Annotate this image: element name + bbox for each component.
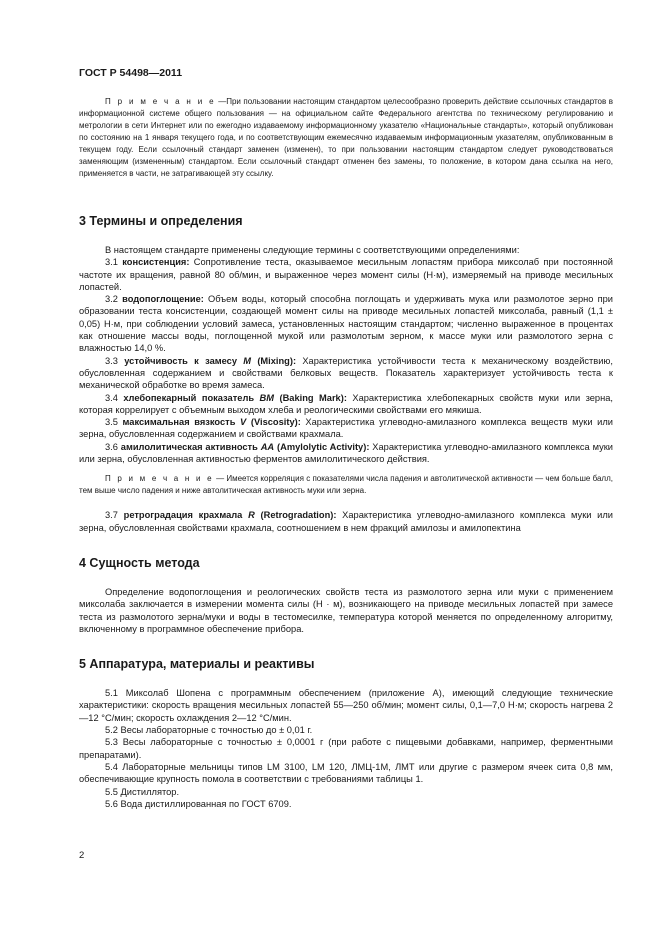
term-symbol: R [248, 510, 255, 521]
term-name: хлебопекарный показатель [123, 392, 260, 403]
item-5-2: 5.2 Весы лабораторные с точностью до ± 0,01 г. [105, 725, 313, 736]
term-number: 3.7 [105, 510, 124, 521]
term-number: 3.3 [105, 355, 125, 366]
term-name-en: (Amylolytic Activity): [274, 441, 370, 452]
term-name: амилолитическая активность [120, 441, 261, 452]
term-3-6 [79, 441, 613, 466]
term-3-2 [79, 293, 613, 354]
term-number: 3.1 [105, 257, 123, 268]
term-definition: Объем воды, который способна поглощать и удерживать мука или размолотое зерно при образовании теста консистенции, создающей момент силы на приводе месильных лопастей миксолаба, равный (1,1 ± 0,05) Н·м, при соблюдении условий замеса, установленных настоящим стандартом; численно выраженное в процентах как отношение массы воды, поглощенной мукой или размолотым зерном, к массе муки или размолотого зерна с влажностью 14,0 %. [79, 294, 614, 354]
term-definition: Характеристика углеводно-амилазного комплекса веществ муки или зерна, обусловленная содержанием и свойствами крахмала. [79, 417, 613, 440]
section-3-intro: В настоящем стандарте применены следующие термины с соответствующими определениями: [105, 245, 520, 255]
section-4-heading: 4 Сущность метода [79, 555, 200, 570]
term-name-en: (Baking Mark): [274, 392, 347, 403]
term-symbol: ВМ [259, 392, 275, 403]
item-5-5: 5.5 Дистиллятор. [105, 786, 180, 797]
term-3-5 [79, 416, 613, 441]
section-3-heading: 3 Термины и определения [79, 214, 243, 228]
term-name-en: (Retrogradation): [254, 510, 337, 521]
item-5-3: 5.3 Весы лабораторные с точностью ± 0,0001 г (при работе с пищевыми добавками, например, ферментными препаратами). [79, 737, 613, 760]
term-3-7 [79, 509, 613, 534]
page-number: 2 [79, 850, 85, 861]
document-body [79, 96, 613, 810]
document-header: ГОСТ Р 54498—2011 [79, 67, 183, 79]
note-top [79, 96, 613, 180]
term-name-en: (Mixing): [251, 355, 297, 366]
term-name: ретроградация крахмала [123, 510, 249, 521]
term-definition: Характеристика углеводно-амилазного комплекса муки или зерна, обусловленная свойствами крахмала, соотношением в нем фракций амилозы и амилопектина [79, 510, 613, 533]
term-3-3 [79, 355, 613, 392]
term-name: консистенция: [122, 257, 190, 268]
note-text: — Имеется корреляция с показателями числа падения и автолитической активности — чем больше балл, тем выше число падения и ниже автолитическая активность муки или зерна. [79, 474, 613, 496]
term-name-en: (Viscosity): [246, 417, 301, 428]
item-5-4: 5.4 Лабораторные мельницы типов LM 3100, LM 120, ЛМЦ-1М, ЛМТ или другие с размером ячеек сита 0,8 мм, обеспечивающие крупность помола в соответствии с требованиями таблицы 1. [79, 761, 613, 785]
term-symbol: АА [260, 441, 275, 452]
term-name: устойчивость к замесу [124, 355, 244, 366]
note-label: П р и м е ч а н и е [105, 97, 216, 106]
item-5-6: 5.6 Вода дистиллированная по ГОСТ 6709. [105, 798, 292, 809]
term-symbol: М [243, 355, 252, 366]
term-number: 3.6 [105, 441, 121, 452]
item-5-1: 5.1 Миксолаб Шопена с программным обеспечением (приложение А), имеющий следующие технические характеристики: скорость вращения месильных лопастей 55—250 об/мин; момент силы, 0,1—7,0 Н·м; скорость нагрева 2—12 °С/мин; скорость охлаждения 2—12 °С/мин. [79, 688, 613, 723]
term-name: максимальная вязкость [122, 417, 241, 428]
term-definition: Характеристика хлебопекарных свойств муки или зерна, которая коррелирует с объемным выходом хлеба и реологическими свойствами его мякиша. [79, 392, 613, 415]
term-definition: Сопротивление теста, оказываемое месильным лопастям прибора миксолаб при постоянной частоте их вращения, равной 80 об/мин, и выраженное через момент силы (Н·м), измеряемый на приводе месильных лопастей. [79, 257, 613, 292]
note-label: П р и м е ч а н и е [105, 474, 214, 484]
note-3-6 [79, 473, 613, 497]
term-number: 3.4 [105, 392, 124, 403]
term-name: водопоглощение: [122, 294, 204, 305]
term-symbol: V [240, 417, 247, 428]
term-definition: Характеристика устойчивости теста к механическому воздействию, обусловленная содержанием и свойствами белковых веществ. Показатель характеризует устойчивость теста к механической обработке во время замеса. [79, 355, 613, 391]
section-4-text: Определение водопоглощения и реологических свойств теста из размолотого зерна или муки с применением миксолаба заключается в измерении момента силы (Н · м), возникающего на приводе месильных лопастей при замесе теста из размолотого зерна/муки и воды в тестомесилке, температура которой меняется по определенному алгоритму, включенному в программное обеспечение прибора. [79, 586, 613, 634]
term-3-1 [79, 256, 613, 293]
term-number: 3.5 [105, 417, 123, 428]
term-3-4 [79, 392, 613, 417]
section-5-heading: 5 Аппаратура, материалы и реактивы [79, 657, 315, 672]
term-definition: Характеристика углеводно-амилазного комплекса муки или зерна, обусловленная активностью ферментов амилолитического действия. [79, 441, 613, 465]
note-text: —При пользовании настоящим стандартом целесообразно проверить действие ссылочных стандартов в информационной системе общего пользования — на официальном сайте Федерального агентства по техническому регулированию и метрологии в сети Интернет или по ежегодно издаваемому информационному указателю «Национальные стандарты», который опубликован по состоянию на 1 января текущего года, и по соответствующим ежемесячно издаваемым информационным указателям, опубликованным в текущем году. Если ссылочный стандарт заменен (изменен), то при пользовании настоящим стандартом следует руководствоваться заменяющим (измененным) стандартом. Если ссылочный стандарт отменен без замены, то положение, в котором дана ссылка на него, применяется в части, не затрагивающей эту ссылку. [79, 97, 613, 178]
term-number: 3.2 [105, 294, 123, 305]
